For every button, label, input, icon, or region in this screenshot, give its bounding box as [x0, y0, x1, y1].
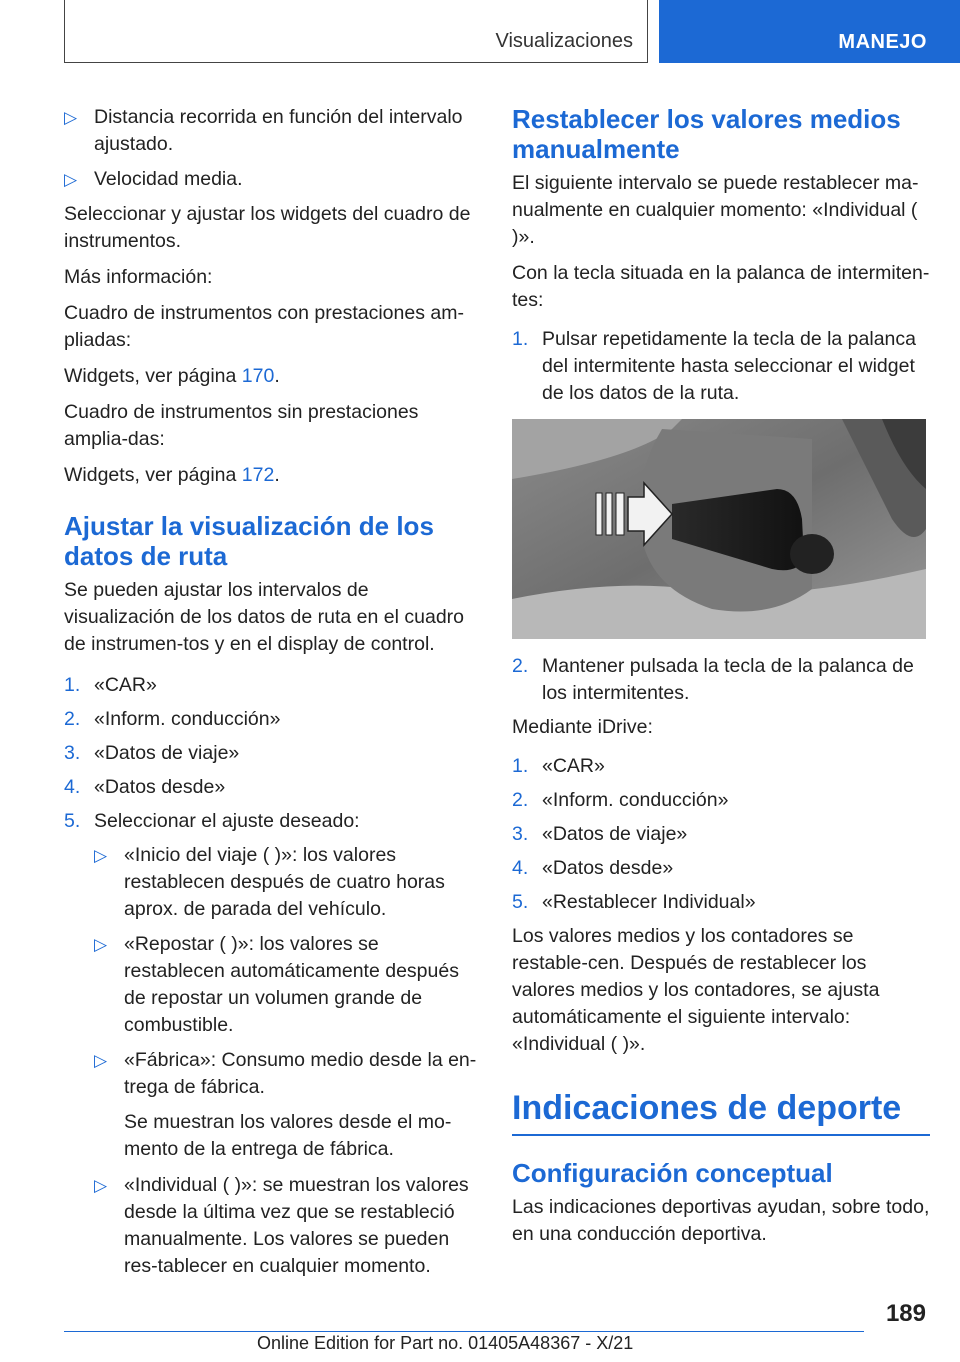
paragraph: Widgets, ver página 170.: [64, 365, 280, 387]
footer-edition: Online Edition for Part no. 01405A48367 - X/21: [257, 1333, 634, 1353]
list-item: 3. «Datos de viaje»: [512, 823, 688, 845]
list-item: ▷ «Repostar ( )»: los valores se restablecen automáticamente después de repostar un volumen grande de combustible.: [94, 933, 459, 1036]
paragraph: El siguiente intervalo se puede restablecer ma-nualmente en cualquier momento: «Individual ( )».: [512, 172, 919, 248]
paragraph: Mediante iDrive:: [512, 716, 653, 738]
paragraph: Seleccionar y ajustar los widgets del cuadro de instrumentos.: [64, 203, 471, 252]
list-item: ▷ Distancia recorrida en función del intervalo ajustado.: [64, 106, 463, 155]
paragraph: Widgets, ver página 172.: [64, 464, 280, 486]
list-item: 1. Pulsar repetidamente la tecla de la palanca del intermitente hasta seleccionar el widget de los datos de la ruta.: [512, 328, 916, 404]
list-item: ▷ «Individual ( )»: se muestran los valores desde la última vez que se restableció manualmente. Los valores se pueden res-tablecer en cualquier momento.: [94, 1174, 469, 1277]
sub-list: [64, 842, 484, 1280]
chapter-heading: Indicaciones de deporte: [512, 1086, 930, 1136]
right-column: [512, 104, 930, 1257]
paragraph: Cuadro de instrumentos con prestaciones am-pliadas:: [64, 302, 464, 351]
list-item: 2. «Inform. conducción»: [512, 789, 729, 811]
list-item: ▷ «Inicio del viaje ( )»: los valores restablecen después de cuatro horas aprox. de parada del vehículo.: [94, 844, 445, 920]
list-item: 4. «Datos desde»: [512, 857, 674, 879]
paragraph: Los valores medios y los contadores se restable-cen. Después de restablecer los valores medios y los contadores, se ajusta automáticamente el siguiente intervalo: «Individual ( )».: [512, 925, 880, 1055]
paragraph: Más información:: [64, 266, 213, 288]
page-number: 189: [885, 1300, 926, 1327]
list-item: ▷ «Fábrica»: Consumo medio desde la en-trega de fábrica.: [94, 1049, 477, 1098]
paragraph: Con la tecla situada en la palanca de intermiten-tes:: [512, 262, 930, 311]
turn-signal-lever-photo: [512, 419, 926, 639]
section-heading: Configuración conceptual: [512, 1158, 833, 1188]
section-heading: Ajustar la visualización de los datos de ruta: [64, 511, 434, 571]
page-link-172[interactable]: 172: [241, 464, 275, 486]
paragraph: Las indicaciones deportivas ayudan, sobre todo, en una conducción deportiva.: [512, 1196, 930, 1245]
page-link-170[interactable]: 170: [241, 365, 275, 387]
paragraph: Cuadro de instrumentos sin prestaciones amplia-das:: [64, 401, 419, 450]
triangle-bullet-icon: ▷: [94, 1176, 108, 1195]
paragraph: Se muestran los valores desde el mo-mento de la entrega de fábrica.: [124, 1111, 452, 1160]
paragraph: Se pueden ajustar los intervalos de visualización de los datos de ruta en el cuadro de instrumen-tos y en el display de control.: [64, 579, 464, 655]
list-item: 2. «Inform. conducción»: [64, 708, 281, 730]
triangle-bullet-icon: ▷: [64, 170, 78, 189]
list-item: 3. «Datos de viaje»: [64, 742, 240, 764]
header-section-box: [64, 0, 648, 63]
triangle-bullet-icon: ▷: [94, 846, 108, 865]
triangle-bullet-icon: ▷: [64, 108, 78, 127]
list-item: 2. Mantener pulsada la tecla de la palanca de los intermitentes.: [512, 655, 914, 704]
list-item: ▷ Velocidad media.: [64, 166, 484, 193]
footer-divider: [64, 1331, 864, 1332]
header-section-title: Visualizaciones: [495, 30, 633, 52]
list-item: 1. «CAR»: [512, 755, 605, 777]
header-chapter-tab: [659, 0, 960, 63]
list-item: 1. «CAR»: [64, 674, 157, 696]
left-column: [64, 104, 484, 1288]
header-chapter-title: MANEJO: [838, 31, 927, 53]
triangle-bullet-icon: ▷: [94, 1051, 108, 1070]
list-item: 5. Seleccionar el ajuste deseado:: [64, 810, 360, 832]
list-item: 4. «Datos desde»: [64, 776, 226, 798]
list-item: 5. «Restablecer Individual»: [512, 891, 756, 913]
triangle-bullet-icon: ▷: [94, 935, 108, 954]
section-heading: Restablecer los valores medios manualmente: [512, 104, 901, 164]
